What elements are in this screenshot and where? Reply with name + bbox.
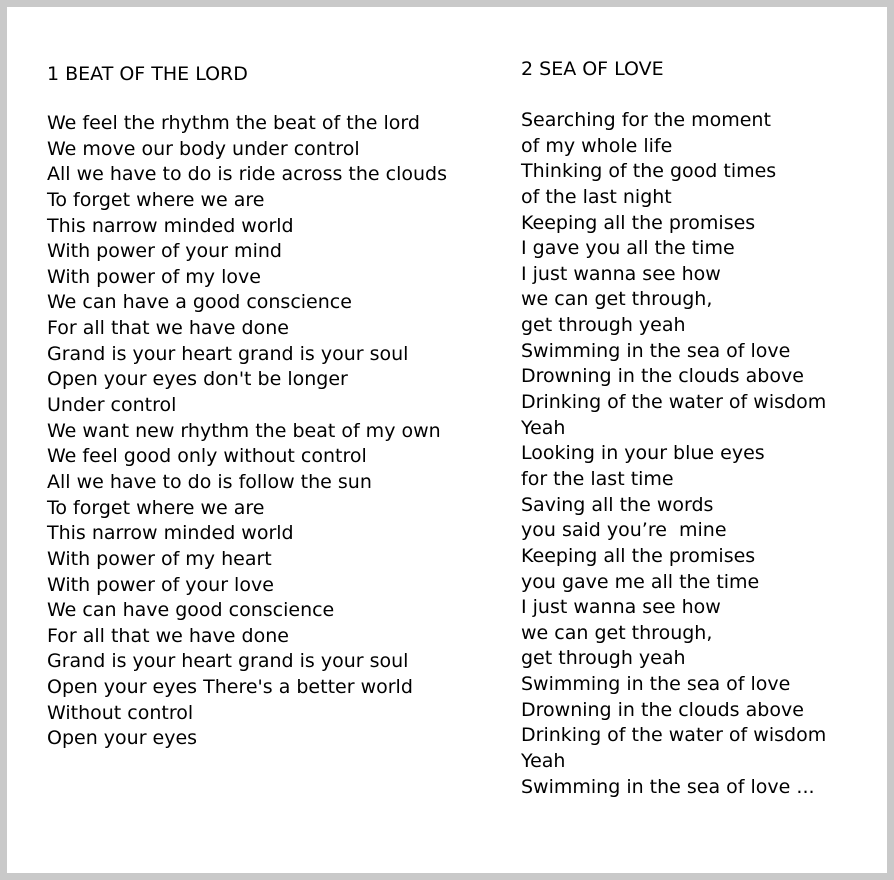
lyric-line: Yeah [521, 416, 566, 439]
lyric-line: Swimming in the sea of love ... [521, 775, 815, 798]
lyric-line: Looking in your blue eyes [521, 442, 765, 465]
lyric-line: I just wanna see how [521, 262, 721, 285]
lyric-line: Keeping all the promises [521, 211, 756, 234]
lyric-line: To forget where we are [47, 188, 265, 211]
lyric-line: Searching for the moment [521, 109, 771, 131]
lyric-line: With power of your mind [47, 240, 282, 263]
lyric-line: With power of your love [47, 573, 274, 596]
lyric-line: Grand is your heart grand is your soul [47, 650, 409, 673]
song-title: 2 SEA OF LOVE [521, 58, 664, 80]
lyric-line: We feel good only without control [47, 445, 367, 468]
lyric-line: Open your eyes don't be longer [47, 368, 348, 391]
lyric-line: Grand is your heart grand is your soul [47, 342, 409, 365]
lyric-line: This narrow minded world [47, 522, 294, 545]
lyric-line: Yeah [521, 750, 566, 773]
lyric-line: of the last night [521, 185, 672, 208]
lyric-line: For all that we have done [47, 624, 289, 647]
lyric-line: we can get through, [521, 288, 713, 311]
lyric-line: We feel the rhythm the beat of the lord [47, 112, 420, 134]
lyric-line: I gave you all the time [521, 237, 735, 260]
lyric-line: With power of my love [47, 265, 261, 288]
lyric-line: Drinking of the water of wisdom [521, 724, 827, 747]
lyrics-list [521, 108, 891, 800]
lyric-line: Drowning in the clouds above [521, 365, 804, 388]
lyric-line: Swimming in the sea of love [521, 673, 791, 696]
lyric-line: Swimming in the sea of love [521, 339, 791, 362]
lyric-line: To forget where we are [47, 496, 265, 519]
lyric-line: Keeping all the promises [521, 544, 756, 567]
song-beat-of-the-lord [47, 61, 487, 752]
song-sea-of-love [521, 56, 891, 800]
lyric-line: get through yeah [521, 314, 686, 337]
lyric-line: This narrow minded world [47, 214, 294, 237]
lyric-line: Drowning in the clouds above [521, 698, 804, 721]
lyric-line: All we have to do is follow the sun [47, 470, 372, 493]
lyric-line: we can get through, [521, 621, 713, 644]
lyric-line: We can have a good conscience [47, 291, 352, 314]
lyric-line: All we have to do is ride across the clouds [47, 163, 447, 186]
lyric-line: I just wanna see how [521, 596, 721, 619]
lyric-line: We move our body under control [47, 137, 360, 160]
lyric-line: of my whole life [521, 134, 673, 157]
lyric-line: get through yeah [521, 647, 686, 670]
lyric-line: you said you’re mine [521, 519, 727, 542]
lyric-line: With power of my heart [47, 547, 272, 570]
lyric-line: Drinking of the water of wisdom [521, 391, 827, 414]
lyric-line: We want new rhythm the beat of my own [47, 419, 441, 442]
lyric-line: Saving all the words [521, 493, 714, 516]
song-title: 1 BEAT OF THE LORD [47, 63, 248, 85]
lyric-line: you gave me all the time [521, 570, 760, 593]
lyric-line: for the last time [521, 467, 674, 490]
lyric-line: Thinking of the good times [521, 160, 777, 183]
lyric-line: Under control [47, 394, 177, 417]
lyric-line: Without control [47, 701, 194, 724]
lyrics-list [47, 111, 487, 752]
lyric-line: Open your eyes There's a better world [47, 676, 413, 699]
lyric-line: Open your eyes [47, 727, 198, 750]
lyric-line: For all that we have done [47, 317, 289, 340]
lyric-line: We can have good conscience [47, 599, 335, 622]
